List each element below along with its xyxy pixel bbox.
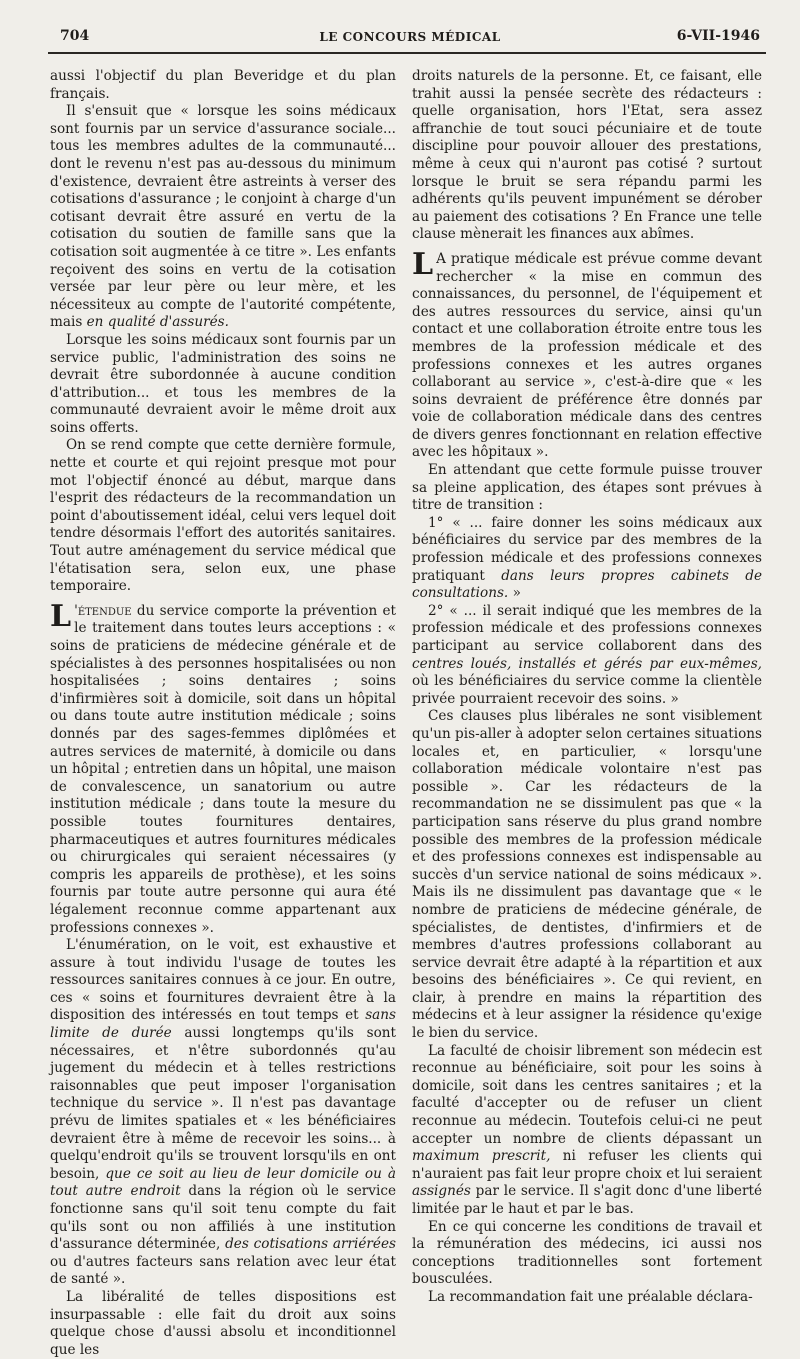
paragraph: 2° « ... il serait indiqué que les membres de la profession médicale et des professions connexes participant au service collaborent dans des centres loués, installés et gérés par eux-mêmes, où les bénéficiaires du service comme la clientèle privée pourraient recevoir des soins. » bbox=[412, 602, 762, 707]
drop-cap: L bbox=[412, 246, 434, 282]
right-column bbox=[412, 68, 762, 1307]
paragraph: La faculté de choisir librement son médecin est reconnue au bénéficiaire, soit pour les soins à domicile, soit dans les centres sanitaires ; et la faculté d'accepter ou de refuser un client reconnue au médecin. Toutefois celui-ci ne peut accepter un nombre de clients dépassant un maximum prescrit, ni refuser les clients qui n'auraient pas fait leur propre choix et lui seraient assignés par le service. Il s'agit donc d'une liberté limitée par le haut et par le bas. bbox=[412, 1042, 762, 1217]
issue-date: 6-VII-1946 bbox=[676, 28, 760, 44]
page-header bbox=[60, 24, 760, 50]
journal-title: LE CONCOURS MÉDICAL bbox=[319, 30, 501, 44]
paragraph: L'énumération, on le voit, est exhaustive et assure à tout individu l'usage de toutes les ressources sanitaires connues à ce jour. En outre, ces « soins et fournitures devraient être à la disposition des intéressés en tout temps et sans limite de durée aussi longtemps qu'ils sont nécessaires, et n'être subordonnés qu'au jugement du médecin et à telles restrictions raisonnables que peut imposer l'organisation technique du service ». Il n'est pas davantage prévu de limites spatiales et « les bénéficiaires devraient être à même de recevoir les soins... à quelqu'endroit qu'ils se trouvent lorsqu'ils en ont besoin, que ce soit au lieu de leur domicile ou à tout autre endroit dans la région où le service fonctionne sans qu'il soit tenu compte du fait qu'ils sont ou non affiliés à une institution d'assurance déterminée, des cotisations arriérées ou d'autres facteurs sans relation avec leur état de santé ». bbox=[50, 937, 396, 1288]
section-paragraph: L 'étendue du service comporte la prévention et le traitement dans toutes leurs acceptions : « soins de praticiens de médecine générale et de spécialistes à des personnes hospitalisées ou non hospitalisées ; soins dentaires ; soins d'infirmières soit à domicile, soit dans un hôpital ou dans toute autre institution médicale ; soins donnés par des sages-femmes diplômées et autres services de maternité, à domicile ou dans un hôpital ; entretien dans un hôpital, une maison de convalescence, un sanatorium ou autre institution médicale ; dans toute la mesure du possible toutes fournitures dentaires, pharmaceutiques et autres fournitures médicales ou chirurgicales qui seraient nécessaires (y compris les appareils de prothèse), et les soins fournis par toute autre personne qui aura été légalement reconnue comme appartenant aux professions connexes ». bbox=[50, 598, 396, 936]
page-number: 704 bbox=[60, 28, 90, 44]
section-paragraph: L A pratique médicale est prévue comme devant rechercher « la mise en commun des connaissances, du personnel, de l'équipement et des autres ressources du service, ainsi qu'un contact et une collaboration étroite entre tous les membres de la profession médicale et des professions connexes et les autres organes collaborant au service », c'est-à-dire que « les soins devraient de préférence être donnés par voie de collaboration médicale dans des centres de divers genres fonctionnant en relation effective avec les hôpitaux ». bbox=[412, 246, 762, 461]
paragraph: En ce qui concerne les conditions de travail et la rémunération des médecins, ici aussi nos conceptions traditionnelles sont fortement bousculées. bbox=[412, 1218, 762, 1288]
paragraph: droits naturels de la personne. Et, ce faisant, elle trahit aussi la pensée secrète des rédacteurs : quelle organisation, hors l'Etat, sera assez affranchie de tout souci pécuniaire et de toute discipline pour pouvoir allouer des prestations, même à ceux qui n'auront pas cotisé ? surtout lorsque le bruit se sera répandu parmi les adhérents qu'ils peuvent impunément se dérober au paiement des cotisations ? En France une telle clause mènerait les finances aux abîmes. bbox=[412, 68, 762, 243]
paragraph: On se rend compte que cette dernière formule, nette et courte et qui rejoint presque mot pour mot l'objectif énoncé au début, marque dans l'esprit des rédacteurs de la recommandation un point d'aboutissement idéal, celui vers lequel doit tendre désormais l'effort des autorités sanitaires. Tout autre aménagement du service médical que l'étatisation sera, selon eux, une phase temporaire. bbox=[50, 437, 396, 595]
paragraph: Il s'ensuit que « lorsque les soins médicaux sont fournis par un service d'assurance sociale... tous les membres adultes de la communauté... dont le revenu n'est pas au-dessous du minimum d'existence, devraient être astreints à verser des cotisations d'assurance ; le conjoint à charge d'un cotisant devrait être assuré en vertu de la cotisation du soutien de famille sans que la cotisation soit augmentée à ce titre ». Les enfants reçoivent des soins en vertu de la cotisation versée par leur père ou leur mère, et les nécessiteux au compte de l'autorité compétente, mais en qualité d'assurés. bbox=[50, 103, 396, 331]
paragraph: En attendant que cette formule puisse trouver sa pleine application, des étapes sont prévues à titre de transition : bbox=[412, 462, 762, 514]
paragraph: La recommandation fait une préalable déclara- bbox=[428, 1288, 753, 1305]
drop-cap: L bbox=[50, 598, 72, 634]
paragraph: aussi l'objectif du plan Beveridge et du plan français. bbox=[50, 68, 396, 102]
paragraph: 1° « ... faire donner les soins médicaux aux bénéficiaires du service par des membres de la profession médicale et des professions connexes pratiquant dans leurs propres cabinets de consultations. » bbox=[412, 514, 762, 602]
paragraph: La libéralité de telles dispositions est insurpassable : elle fait du droit aux soins quelque chose d'aussi absolu et inconditionnel que les bbox=[50, 1288, 396, 1358]
header-rule bbox=[48, 52, 766, 54]
paragraph: Ces clauses plus libérales ne sont visiblement qu'un pis-aller à adopter selon certaines situations locales et, en particulier, « lorsqu'une collaboration médicale volontaire n'est pas possible ». Car les rédacteurs de la recommandation ne se dissimulent pas que « la participation sans réserve du plus grand nombre possible des membres de la profession médicale et des professions connexes est indispensable au succès d'un service national de soins médicaux ». Mais ils ne dissimulent pas davantage que « le nombre de praticiens de médecine générale, de spécialistes, de dentistes, d'infirmiers et de membres d'autres professions collaborant au service devrait être adapté à la répartition et aux besoins des bénéficiaires ». Ce qui revient, en clair, à prendre en mains la répartition des médecins et à leur assigner la résidence qu'exige le bien du service. bbox=[412, 708, 762, 1042]
paragraph: Lorsque les soins médicaux sont fournis par un service public, l'administration des soins ne devrait être subordonnée à aucune condition d'attribution... et tous les membres de la communauté devraient avoir le même droit aux soins offerts. bbox=[50, 331, 396, 436]
left-column bbox=[50, 68, 396, 1359]
